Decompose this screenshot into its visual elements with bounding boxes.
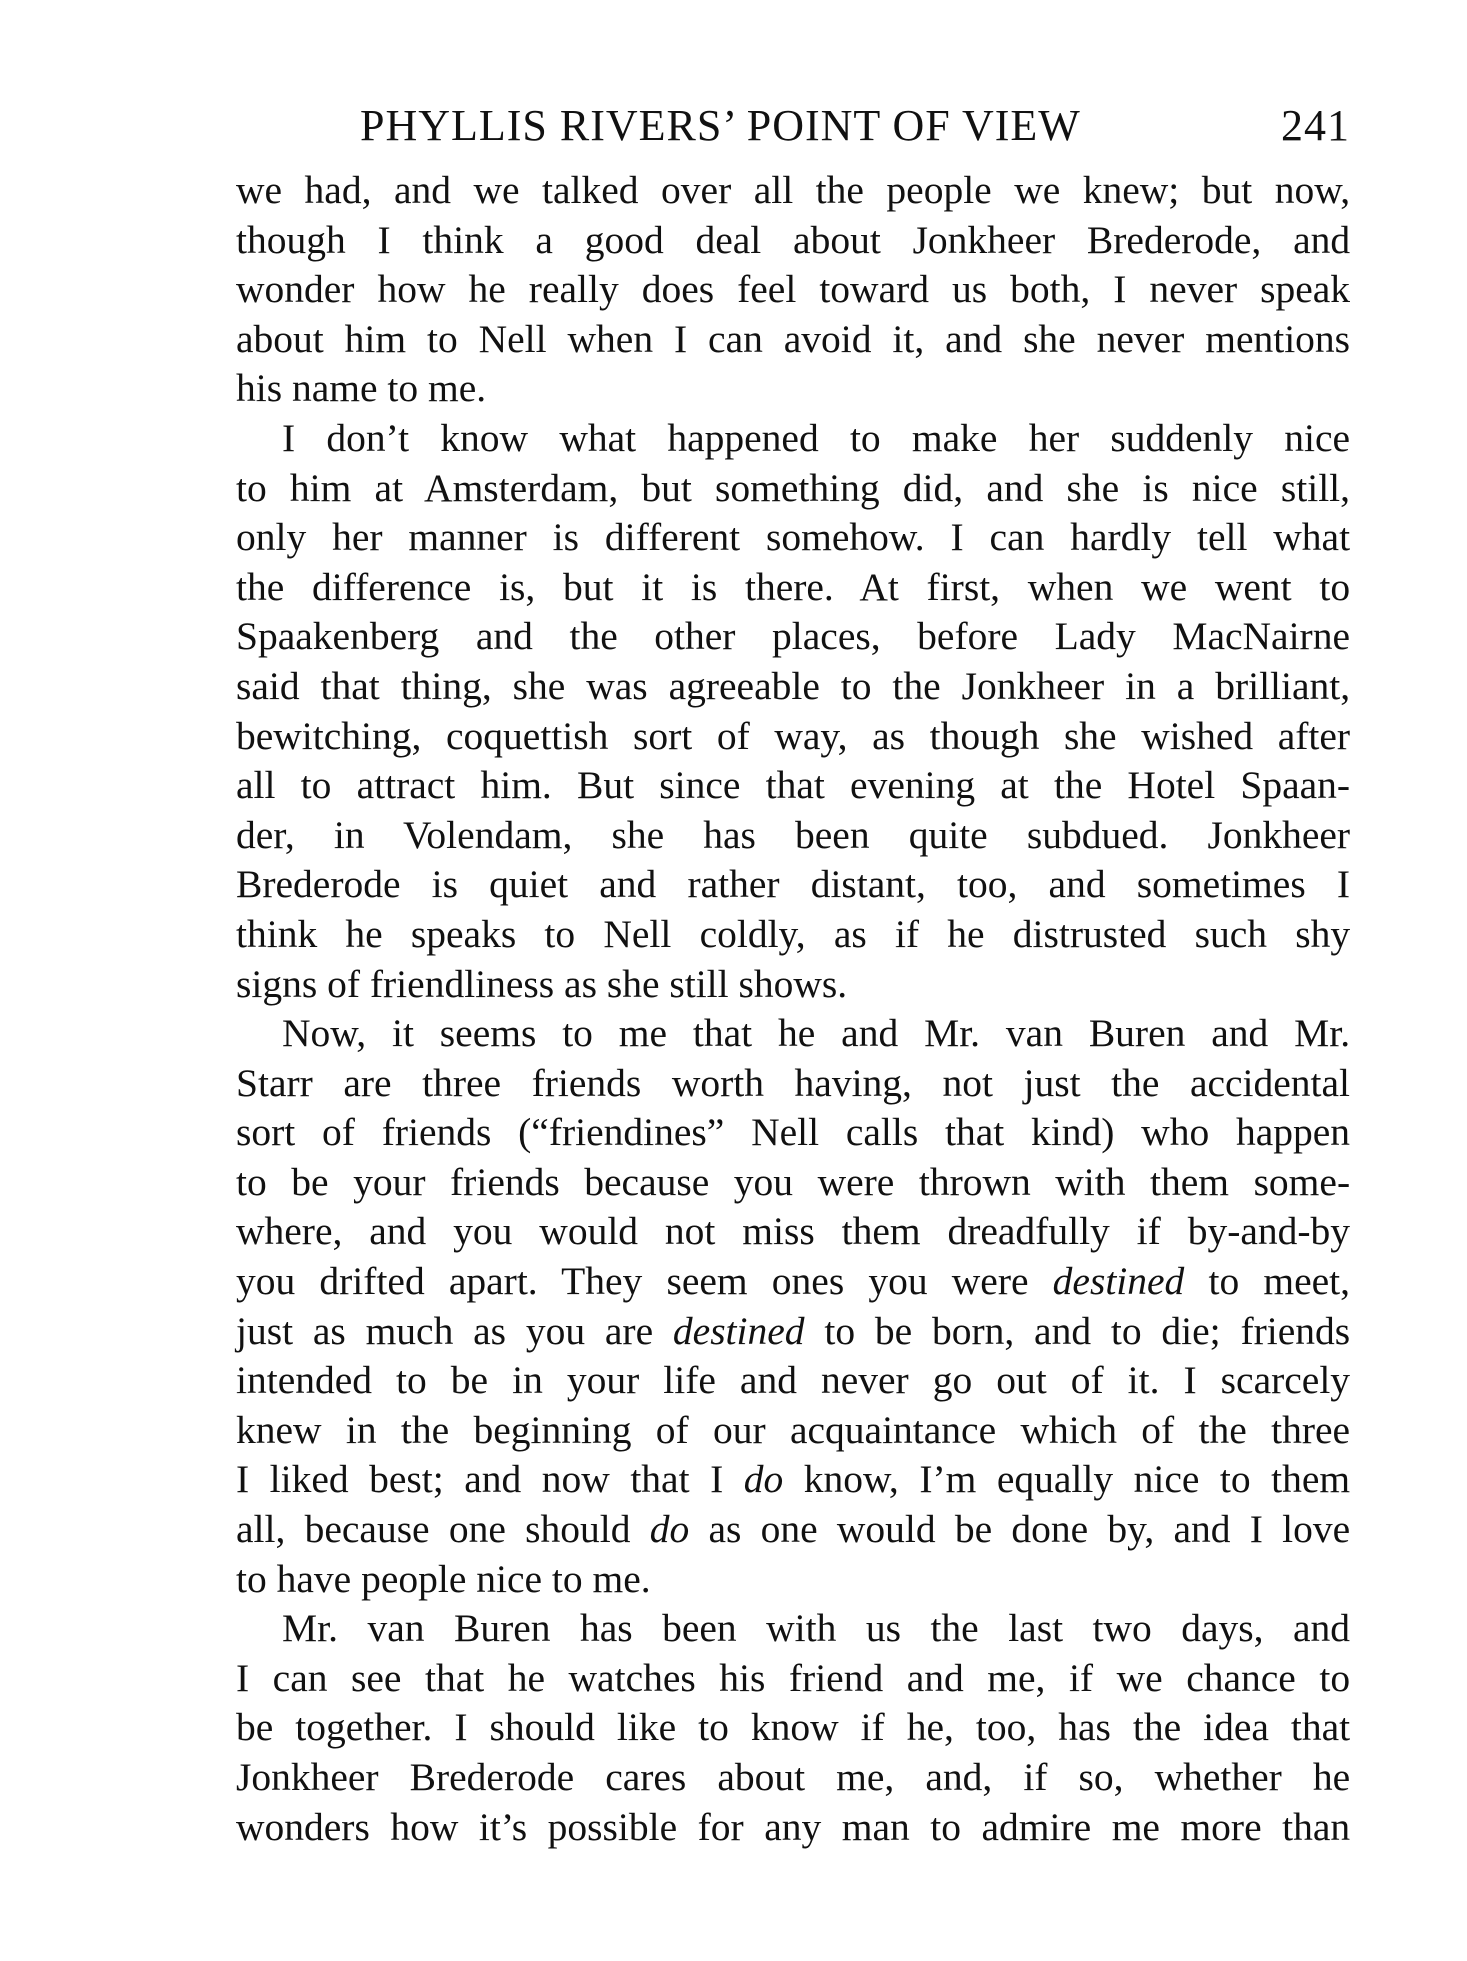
text-line: I don’t know what happened to make her suddenly nice — [282, 415, 1351, 460]
text-line: intended to be in your life and never go out of it. I scarcely — [236, 1358, 1351, 1403]
text-line: just as much as you are destined to be born, and to die; friends — [236, 1308, 1351, 1353]
text-line: though I think a good deal about Jonkheer Brederode, and — [236, 217, 1351, 262]
text-line: his name to me. — [236, 366, 487, 411]
text-line: der, in Volendam, she has been quite subdued. Jonkheer — [236, 812, 1351, 857]
text-line: to have people nice to me. — [236, 1556, 651, 1601]
text-line: think he speaks to Nell coldly, as if he distrusted such shy — [236, 911, 1351, 956]
paragraph — [236, 1604, 1350, 1852]
paragraph — [236, 166, 1350, 414]
text-line: knew in the beginning of our acquaintance which of the three — [236, 1407, 1351, 1452]
text-line: Brederode is quiet and rather distant, too, and sometimes I — [236, 862, 1350, 907]
page-number: 241 — [1281, 101, 1350, 150]
text-line: Starr are three friends worth having, not just the accidental — [236, 1060, 1351, 1105]
paragraph — [236, 1009, 1350, 1604]
text-line: all, because one should do as one would be done by, and I love — [236, 1507, 1351, 1552]
text-line: we had, and we talked over all the people we knew; but now, — [236, 168, 1351, 212]
text-line: Now, it seems to me that he and Mr. van Buren and Mr. — [282, 1011, 1351, 1056]
text-line: where, and you would not miss them dreadfully if by-and-by — [236, 1209, 1351, 1254]
text-line: wonder how he really does feel toward us both, I never speak — [236, 267, 1351, 312]
text-line: Jonkheer Brederode cares about me, and, if so, whether he — [236, 1755, 1351, 1799]
body-text — [236, 166, 1350, 1906]
text-line: about him to Nell when I can avoid it, and she never mentions — [236, 316, 1351, 361]
text-line: bewitching, coquettish sort of way, as though she wished after — [236, 713, 1351, 758]
text-line: Spaakenberg and the other places, before Lady MacNairne — [236, 614, 1350, 659]
text-line: Mr. van Buren has been with us the last two days, and — [282, 1606, 1351, 1651]
text-line: to him at Amsterdam, but something did, and she is nice still, — [236, 465, 1351, 510]
text-line: the difference is, but it is there. At first, when we went to — [236, 564, 1351, 609]
page-header — [360, 100, 1350, 160]
text-line: all to attract him. But since that evening at the Hotel Spaan- — [236, 763, 1351, 808]
text-line: be together. I should like to know if he, too, has the idea that — [236, 1705, 1351, 1750]
text-line: wonders how it’s possible for any man to admire me more than — [236, 1804, 1351, 1849]
text-line: only her manner is different somehow. I can hardly tell what — [236, 515, 1351, 560]
text-line: sort of friends (“friendines” Nell calls that kind) who happen — [236, 1110, 1351, 1155]
text-line: said that thing, she was agreeable to the Jonkheer in a brilliant, — [236, 663, 1351, 708]
text-line: I liked best; and now that I do know, I’m equally nice to them — [236, 1457, 1351, 1502]
paragraph — [236, 414, 1350, 1009]
text-line: signs of friendliness as she still shows. — [236, 961, 848, 1006]
running-title: PHYLLIS RIVERS’ POINT OF VIEW — [360, 101, 1081, 150]
text-line: I can see that he watches his friend and me, if we chance to — [236, 1655, 1351, 1700]
text-line: you drifted apart. They seem ones you were destined to meet, — [236, 1259, 1350, 1304]
text-line: to be your friends because you were thrown with them some- — [236, 1159, 1351, 1204]
